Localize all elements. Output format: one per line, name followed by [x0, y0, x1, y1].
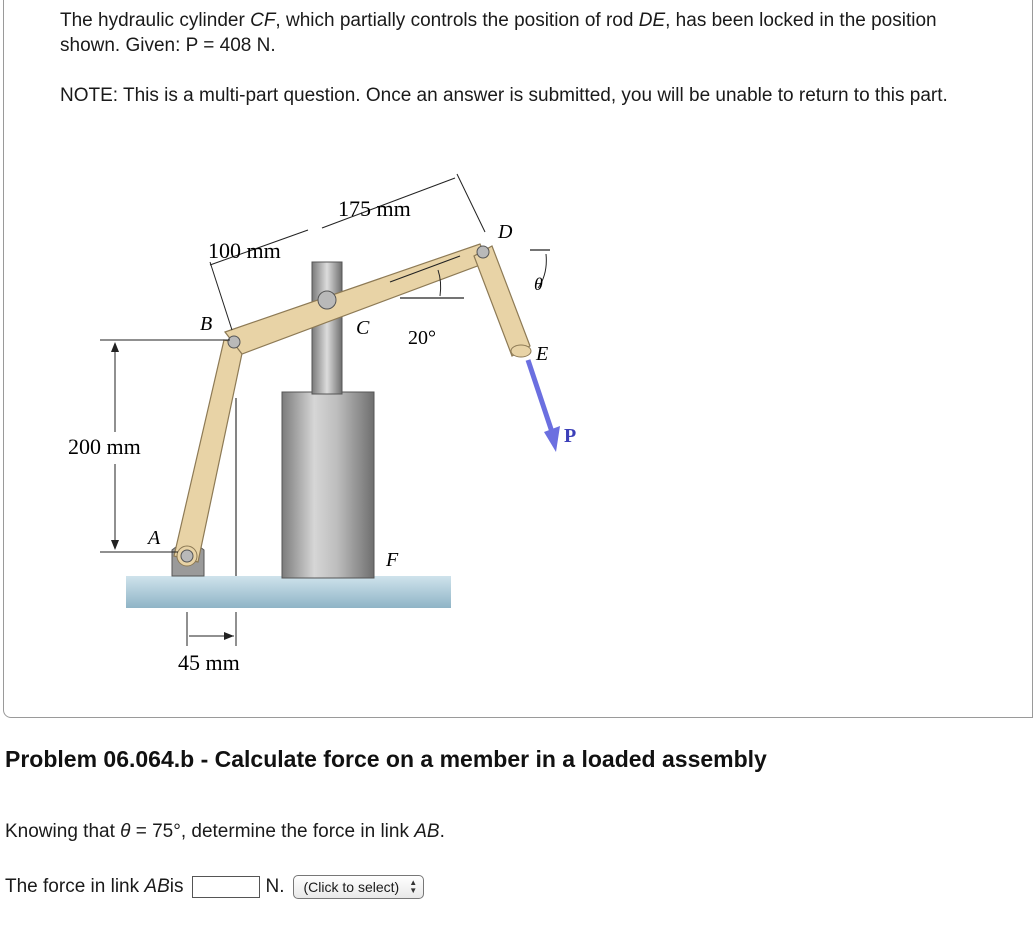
- instruction-text-3: .: [439, 821, 445, 842]
- pin-d: [477, 246, 489, 258]
- problem-instruction: [5, 821, 445, 843]
- label-c: C: [356, 317, 370, 339]
- label-f: F: [386, 549, 399, 571]
- instruction-ab: AB: [414, 821, 440, 842]
- answer-unit: N.: [265, 876, 285, 897]
- cylinder-rod: [312, 262, 342, 394]
- pin-a: [181, 550, 193, 562]
- question-note: NOTE: This is a multi-part question. Once an answer is submitted, you will be unable to return to this part.: [60, 85, 948, 106]
- cylinder-body: [282, 392, 374, 578]
- select-arrows-icon: ▲ ▼: [409, 878, 418, 895]
- intro-text-3: , has been locked in the position shown. Given: P = 408 N.: [60, 10, 937, 56]
- pin-c: [318, 291, 336, 309]
- direction-select[interactable]: [293, 875, 425, 899]
- answer-row: [5, 875, 424, 899]
- direction-select-label: (Click to select): [303, 879, 400, 895]
- ground-base: [126, 576, 451, 608]
- instruction-text-1: Knowing that: [5, 821, 121, 842]
- dim-175-label: 175 mm: [338, 196, 411, 221]
- label-b: B: [200, 313, 213, 335]
- instruction-text-2: = 75°, determine the force in link: [130, 821, 415, 842]
- label-d: D: [498, 221, 513, 243]
- mechanism-figure: [60, 170, 577, 690]
- dim-100-label: 100 mm: [208, 238, 281, 263]
- dim-45-arrow: [224, 632, 234, 640]
- question-intro: [60, 8, 1000, 58]
- intro-text-2: , which partially controls the position of rod: [275, 10, 639, 31]
- dim-100-ext: [210, 262, 232, 330]
- dim-200-label: 200 mm: [68, 434, 141, 459]
- answer-prefix: The force in link: [5, 876, 140, 897]
- dim-200-arrow-bottom: [111, 540, 119, 550]
- label-angle-20: 20°: [408, 327, 436, 349]
- intro-cf: CF: [250, 10, 276, 31]
- label-p: P: [564, 425, 577, 447]
- answer-is: is: [169, 876, 184, 897]
- dim-45-label: 45 mm: [178, 650, 240, 675]
- link-ab: [174, 340, 244, 562]
- intro-de: DE: [638, 10, 666, 31]
- rod-de-end: [511, 345, 531, 357]
- instruction-theta: θ: [120, 821, 131, 842]
- problem-title: Problem 06.064.b - Calculate force on a member in a loaded assembly: [5, 746, 767, 772]
- dim-200-arrow-top: [111, 342, 119, 352]
- force-answer-input[interactable]: [192, 876, 260, 898]
- answer-link: AB: [144, 876, 170, 897]
- label-theta: θ: [534, 274, 543, 294]
- label-e: E: [536, 343, 549, 365]
- label-a: A: [148, 527, 161, 549]
- pin-b: [228, 336, 240, 348]
- intro-text-1: The hydraulic cylinder: [60, 10, 251, 31]
